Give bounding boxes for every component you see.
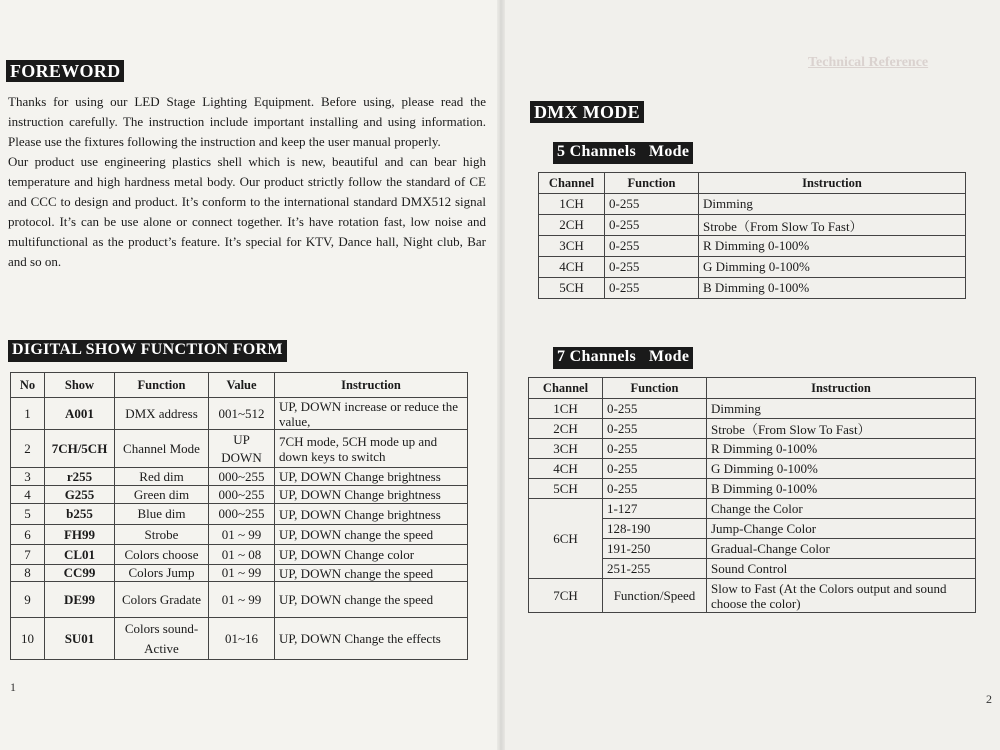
cell-show: CL01 bbox=[45, 545, 115, 565]
cell-function: Colors choose bbox=[115, 545, 209, 565]
cell-function: Green dim bbox=[115, 486, 209, 504]
cell-value: 000~255 bbox=[209, 504, 275, 525]
cell-instruction: B Dimming 0-100% bbox=[707, 479, 976, 499]
table-row bbox=[11, 545, 468, 565]
column-header: Function bbox=[115, 373, 209, 398]
cell-show: SU01 bbox=[45, 618, 115, 660]
cell-show: b255 bbox=[45, 504, 115, 525]
cell-value: UP DOWN bbox=[209, 430, 275, 468]
5-channels-mode-heading: 5 Channels Mode bbox=[553, 142, 693, 164]
page-number-right: 2 bbox=[986, 692, 992, 706]
column-header: Function bbox=[603, 378, 707, 399]
cell-function: DMX address bbox=[115, 398, 209, 430]
cell-value: 01~16 bbox=[209, 618, 275, 660]
digital-show-table bbox=[10, 372, 468, 660]
cell-instruction: UP, DOWN change the speed bbox=[275, 582, 468, 618]
cell-instruction: G Dimming 0-100% bbox=[707, 459, 976, 479]
table-row bbox=[529, 419, 976, 439]
column-header: No bbox=[11, 373, 45, 398]
column-header: Channel bbox=[529, 378, 603, 399]
column-header: Value bbox=[209, 373, 275, 398]
table-row bbox=[11, 525, 468, 545]
cell-instruction: UP, DOWN Change brightness bbox=[275, 486, 468, 504]
foreword-paragraph-2: Our product use engineering plastics shell which is new, beautiful and can bear high temperature and high hardness metal body. Our product strictly follow the standard of CE and CCC to design and product. It’s conform to the international standard DMX512 signal protocol. It’s can be use alone or connect together. It’s have rotation fast, low noise and multifunctional as the product’s feature. It’s special for KTV, Dance hall, Night club, Bar and so on. bbox=[8, 154, 486, 269]
cell-function: 0-255 bbox=[603, 399, 707, 419]
cell-value: 01 ~ 99 bbox=[209, 525, 275, 545]
foreword-heading: FOREWORD bbox=[6, 60, 124, 82]
cell-instruction: UP, DOWN Change color bbox=[275, 545, 468, 565]
table-row bbox=[529, 399, 976, 419]
cell-function: 0-255 bbox=[603, 479, 707, 499]
cell-function: 191-250 bbox=[603, 539, 707, 559]
column-header: Channel bbox=[539, 173, 605, 194]
cell-function: 0-255 bbox=[605, 278, 699, 299]
cell-show: 7CH/5CH bbox=[45, 430, 115, 468]
table-header-row bbox=[11, 373, 468, 398]
cell-function: 251-255 bbox=[603, 559, 707, 579]
cell-instruction: Jump-Change Color bbox=[707, 519, 976, 539]
cell-function: 1-127 bbox=[603, 499, 707, 519]
cell-instruction: B Dimming 0-100% bbox=[699, 278, 966, 299]
cell-function: 0-255 bbox=[605, 257, 699, 278]
cell-instruction: Change the Color bbox=[707, 499, 976, 519]
table-row bbox=[529, 499, 976, 519]
cell-function: 128-190 bbox=[603, 519, 707, 539]
cell-function: Function/Speed bbox=[603, 579, 707, 613]
cell-instruction: UP, DOWN Change brightness bbox=[275, 504, 468, 525]
cell-value: 000~255 bbox=[209, 486, 275, 504]
cell-no: 9 bbox=[11, 582, 45, 618]
cell-show: G255 bbox=[45, 486, 115, 504]
dmx-mode-heading: DMX MODE bbox=[530, 101, 644, 123]
cell-instruction: UP, DOWN change the speed bbox=[275, 525, 468, 545]
cell-value: 01 ~ 08 bbox=[209, 545, 275, 565]
cell-channel: 2CH bbox=[529, 419, 603, 439]
cell-function: 0-255 bbox=[603, 459, 707, 479]
cell-function: 0-255 bbox=[605, 236, 699, 257]
cell-instruction: 7CH mode, 5CH mode up and down keys to switch bbox=[275, 430, 468, 468]
cell-show: FH99 bbox=[45, 525, 115, 545]
table-row bbox=[529, 459, 976, 479]
cell-instruction: Dimming bbox=[699, 194, 966, 215]
5-channels-table bbox=[538, 172, 966, 299]
cell-channel: 3CH bbox=[529, 439, 603, 459]
cell-function: Colors sound-Active bbox=[115, 618, 209, 660]
cell-value: 001~512 bbox=[209, 398, 275, 430]
table-row bbox=[11, 582, 468, 618]
cell-no: 2 bbox=[11, 430, 45, 468]
cell-no: 8 bbox=[11, 565, 45, 582]
cell-channel: 5CH bbox=[529, 479, 603, 499]
cell-instruction: Slow to Fast (At the Colors output and sound choose the color) bbox=[707, 579, 976, 613]
cell-instruction: Sound Control bbox=[707, 559, 976, 579]
bleed-through-text: Technical Reference bbox=[808, 55, 929, 70]
column-header: Instruction bbox=[699, 173, 966, 194]
cell-channel: 6CH bbox=[529, 499, 603, 579]
cell-no: 6 bbox=[11, 525, 45, 545]
cell-instruction: UP, DOWN Change the effects bbox=[275, 618, 468, 660]
table-row bbox=[11, 398, 468, 430]
cell-instruction: Gradual-Change Color bbox=[707, 539, 976, 559]
table-row bbox=[11, 618, 468, 660]
cell-channel: 5CH bbox=[539, 278, 605, 299]
column-header: Instruction bbox=[707, 378, 976, 399]
cell-no: 7 bbox=[11, 545, 45, 565]
cell-no: 10 bbox=[11, 618, 45, 660]
cell-channel: 1CH bbox=[529, 399, 603, 419]
table-row bbox=[11, 504, 468, 525]
cell-value: 000~255 bbox=[209, 468, 275, 486]
cell-no: 3 bbox=[11, 468, 45, 486]
cell-function: 0-255 bbox=[605, 194, 699, 215]
foreword-body bbox=[8, 92, 486, 272]
cell-instruction: Strobe（From Slow To Fast） bbox=[707, 419, 976, 439]
cell-channel: 4CH bbox=[529, 459, 603, 479]
cell-function: Colors Jump bbox=[115, 565, 209, 582]
table-row bbox=[11, 430, 468, 468]
cell-channel: 1CH bbox=[539, 194, 605, 215]
cell-instruction: G Dimming 0-100% bbox=[699, 257, 966, 278]
cell-instruction: UP, DOWN increase or reduce the value, bbox=[275, 398, 468, 430]
cell-channel: 7CH bbox=[529, 579, 603, 613]
table-header-row bbox=[529, 378, 976, 399]
foreword-paragraph-1: Thanks for using our LED Stage Lighting Equipment. Before using, please read the instruction carefully. The instruction include important installing and using information. Please use the fixtures following the instruction and keep the user manual properly. bbox=[8, 94, 486, 149]
cell-instruction: R Dimming 0-100% bbox=[699, 236, 966, 257]
cell-channel: 3CH bbox=[539, 236, 605, 257]
cell-function: 0-255 bbox=[603, 419, 707, 439]
table-row bbox=[529, 579, 976, 613]
cell-function: Blue dim bbox=[115, 504, 209, 525]
cell-instruction: Dimming bbox=[707, 399, 976, 419]
7-channels-mode-heading: 7 Channels Mode bbox=[553, 347, 693, 369]
cell-value: 01 ~ 99 bbox=[209, 582, 275, 618]
table-header-row bbox=[539, 173, 966, 194]
table-row bbox=[539, 236, 966, 257]
cell-function: 0-255 bbox=[603, 439, 707, 459]
cell-no: 5 bbox=[11, 504, 45, 525]
column-header: Show bbox=[45, 373, 115, 398]
page-number-left: 1 bbox=[10, 680, 16, 694]
cell-instruction: UP, DOWN change the speed bbox=[275, 565, 468, 582]
cell-instruction: UP, DOWN Change brightness bbox=[275, 468, 468, 486]
column-header: Function bbox=[605, 173, 699, 194]
cell-no: 1 bbox=[11, 398, 45, 430]
table-row bbox=[529, 439, 976, 459]
cell-function: Colors Gradate bbox=[115, 582, 209, 618]
cell-show: CC99 bbox=[45, 565, 115, 582]
cell-function: Red dim bbox=[115, 468, 209, 486]
table-row bbox=[539, 278, 966, 299]
table-row bbox=[539, 257, 966, 278]
cell-no: 4 bbox=[11, 486, 45, 504]
cell-value: 01 ~ 99 bbox=[209, 565, 275, 582]
cell-channel: 2CH bbox=[539, 215, 605, 236]
table-row bbox=[529, 479, 976, 499]
cell-show: A001 bbox=[45, 398, 115, 430]
cell-function: Channel Mode bbox=[115, 430, 209, 468]
table-row bbox=[11, 565, 468, 582]
table-row bbox=[11, 486, 468, 504]
cell-instruction: Strobe（From Slow To Fast） bbox=[699, 215, 966, 236]
cell-channel: 4CH bbox=[539, 257, 605, 278]
cell-function: 0-255 bbox=[605, 215, 699, 236]
table-row bbox=[539, 194, 966, 215]
book-gutter bbox=[497, 0, 505, 750]
cell-function: Strobe bbox=[115, 525, 209, 545]
cell-show: r255 bbox=[45, 468, 115, 486]
cell-instruction: R Dimming 0-100% bbox=[707, 439, 976, 459]
table-row bbox=[539, 215, 966, 236]
column-header: Instruction bbox=[275, 373, 468, 398]
table-row bbox=[11, 468, 468, 486]
digital-show-heading: DIGITAL SHOW FUNCTION FORM bbox=[8, 340, 287, 362]
7-channels-table bbox=[528, 377, 976, 613]
cell-show: DE99 bbox=[45, 582, 115, 618]
